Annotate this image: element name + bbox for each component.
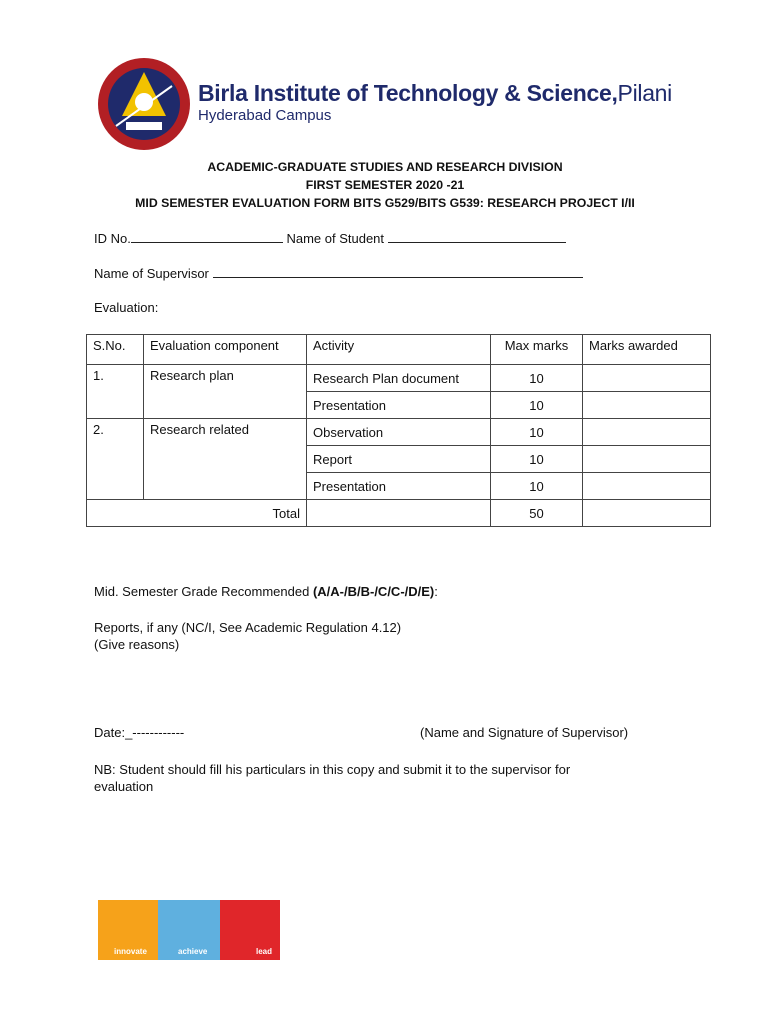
- marks-awarded-cell[interactable]: [583, 365, 711, 392]
- bits-seal-logo: [96, 56, 192, 152]
- component-cell: Research related: [144, 419, 307, 500]
- division-title: ACADEMIC-GRADUATE STUDIES AND RESEARCH DIVISION: [207, 160, 563, 174]
- evaluation-label: Evaluation:: [94, 300, 159, 315]
- total-row: [87, 500, 711, 527]
- note-line-1: NB: Student should fill his particulars in this copy and submit it to the supervisor for: [94, 762, 571, 777]
- supervisor-line: [94, 265, 583, 281]
- marks-awarded-cell[interactable]: [583, 446, 711, 473]
- form-title: MID SEMESTER EVALUATION FORM BITS G529/BITS G539: RESEARCH PROJECT I/II: [135, 196, 635, 210]
- reasons-line: (Give reasons): [94, 637, 180, 652]
- sno-cell: 1.: [87, 365, 144, 419]
- signature-label: (Name and Signature of Supervisor): [420, 725, 629, 740]
- total-label: Total: [87, 500, 307, 527]
- note-line-2: evaluation: [94, 779, 154, 794]
- header-sno: S.No.: [87, 335, 144, 365]
- id-label: ID No.: [94, 231, 131, 246]
- supervisor-name-field[interactable]: [213, 265, 583, 278]
- header-marks-awarded: Marks awarded: [583, 335, 711, 365]
- date-line: Date:_------------: [94, 725, 185, 740]
- total-max-marks: 50: [491, 500, 583, 527]
- activity-cell: Presentation: [307, 473, 491, 500]
- grade-line: [94, 584, 438, 599]
- marks-awarded-cell[interactable]: [583, 419, 711, 446]
- max-marks-cell: 10: [491, 446, 583, 473]
- reports-block: [94, 619, 401, 653]
- max-marks-cell: 10: [491, 419, 583, 446]
- sno-cell: 2.: [87, 419, 144, 500]
- achieve-block: [158, 900, 220, 960]
- achieve-text: achieve: [178, 947, 208, 956]
- activity-cell: Research Plan document: [307, 365, 491, 392]
- table-row: [87, 365, 711, 392]
- grade-options: (A/A-/B/B-/C/C-/D/E): [312, 584, 435, 599]
- grade-suffix: :: [434, 584, 438, 599]
- header-component: Evaluation component: [144, 335, 307, 365]
- max-marks-cell: 10: [491, 365, 583, 392]
- form-headings: [0, 158, 770, 212]
- innovate-block: [98, 900, 158, 960]
- activity-cell: Presentation: [307, 392, 491, 419]
- campus-name: Hyderabad Campus: [198, 107, 332, 124]
- header-max-marks: Max marks: [491, 335, 583, 365]
- institute-name: Birla Institute of Technology & Science,Pilani: [198, 80, 672, 106]
- header-activity: Activity: [307, 335, 491, 365]
- reports-line: Reports, if any (NC/I, See Academic Regulation 4.12): [94, 620, 402, 635]
- grade-label: Mid. Semester Grade Recommended: [94, 584, 313, 599]
- footer-logo: [98, 900, 280, 960]
- supervisor-label: Name of Supervisor: [94, 266, 209, 281]
- student-note: [94, 761, 570, 795]
- student-label: Name of Student: [286, 231, 385, 246]
- marks-awarded-cell[interactable]: [583, 392, 711, 419]
- lead-text: lead: [256, 947, 273, 956]
- max-marks-cell: 10: [491, 473, 583, 500]
- evaluation-table: [86, 334, 711, 527]
- total-activity-cell: [307, 500, 491, 527]
- max-marks-cell: 10: [491, 392, 583, 419]
- marks-awarded-cell[interactable]: [583, 473, 711, 500]
- lead-block: [220, 900, 280, 960]
- total-marks-awarded-cell[interactable]: [583, 500, 711, 527]
- student-name-field[interactable]: [388, 230, 566, 243]
- activity-cell: Observation: [307, 419, 491, 446]
- activity-cell: Report: [307, 446, 491, 473]
- id-field[interactable]: [131, 230, 283, 243]
- component-cell: Research plan: [144, 365, 307, 419]
- innovate-text: innovate: [114, 947, 147, 956]
- id-student-line: [94, 230, 566, 246]
- table-header-row: [87, 335, 711, 365]
- semester-title: FIRST SEMESTER 2020 -21: [305, 178, 465, 192]
- table-row: [87, 419, 711, 446]
